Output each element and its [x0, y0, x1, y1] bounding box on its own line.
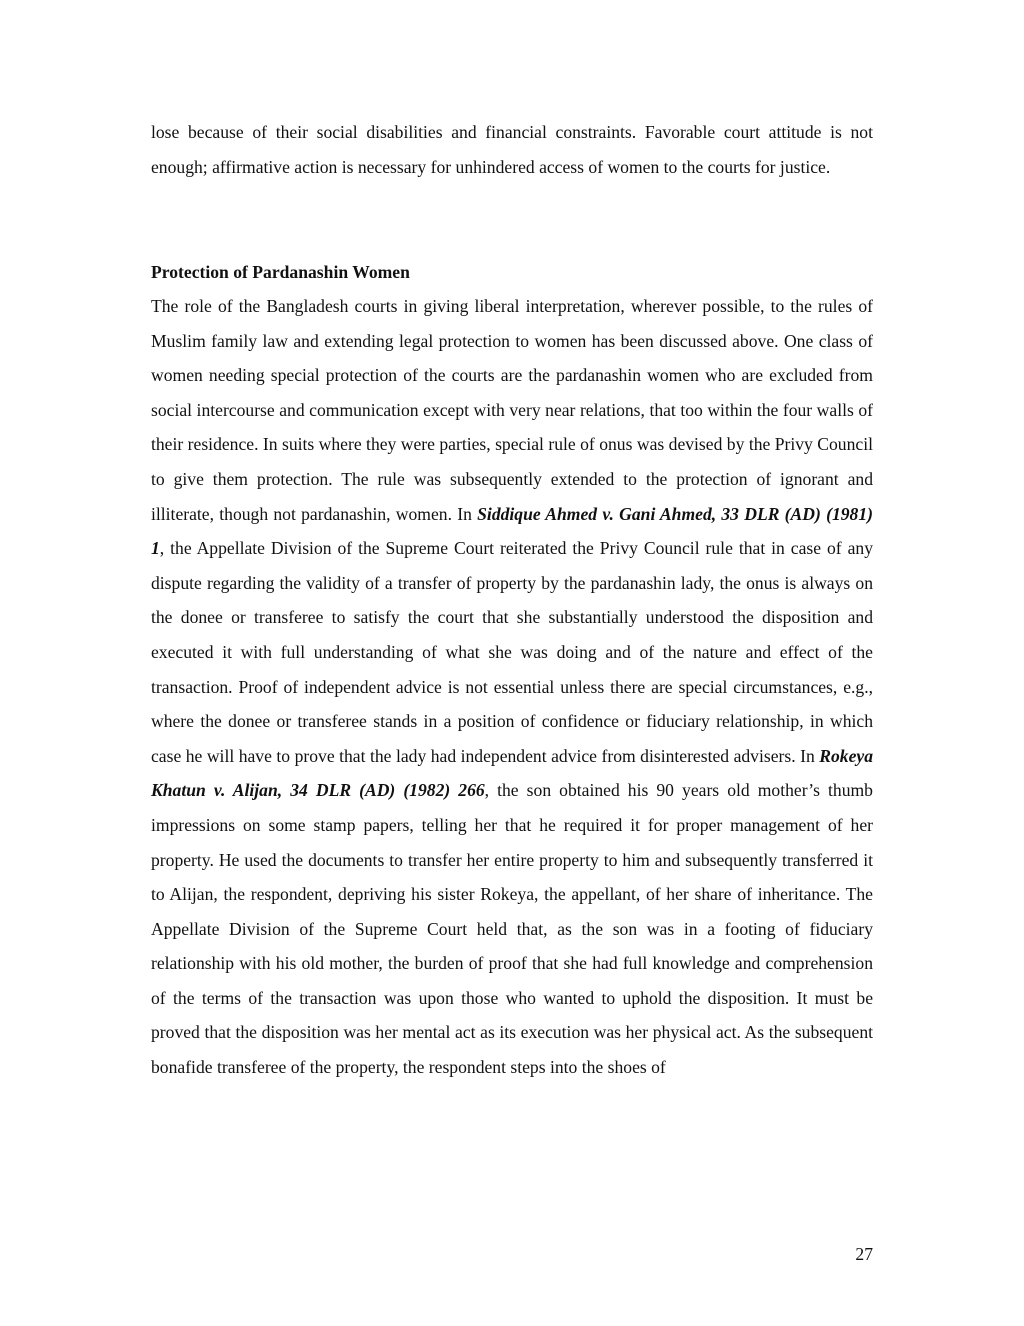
- paragraph-text-part-3: , the son obtained his 90 years old mother’s thumb impressions on some stamp papers, telling her that he required it for proper management of her property. He used the documents to transfer her entire property to him and subsequently transferred it to Alijan, the respondent, depriving his sister Rokeya, the appellant, of her share of inheritance. The Appellate Division of the Supreme Court held that, as the son was in a footing of fiduciary relationship with his old mother, the burden of proof that she had full knowledge and comprehension of the terms of the transaction was upon those who wanted to uphold the disposition. It must be proved that the disposition was her mental act as its execution was her physical act. As the subsequent bonafide transferee of the property, the respondent steps into the shoes of: [151, 780, 873, 1078]
- paragraph-text-part-1: The role of the Bangladesh courts in giving liberal interpretation, wherever possible, to the rules of Muslim family law and extending legal protection to women has been discussed above. One class of women needing special protection of the courts are the pardanashin women who are excluded from social intercourse and communication except with very near relations, that too within the four walls of their residence. In suits where they were parties, special rule of onus was devised by the Privy Council to give them protection. The rule was subsequently extended to the protection of ignorant and illiterate, though not pardanashin, women. In: [151, 296, 873, 524]
- body-paragraph-main: [151, 289, 873, 1085]
- page-number: 27: [855, 1244, 873, 1264]
- paragraph-text-part-2: , the Appellate Division of the Supreme Court reiterated the Privy Council rule that in case of any dispute regarding the validity of a transfer of property by the pardanashin lady, the onus is always on the donee or transferee to satisfy the court that she substantially understood the disposition and executed it with full understanding of what she was doing and of the nature and effect of the transaction. Proof of independent advice is not essential unless there are special circumstances, e.g., where the donee or transferee stands in a position of confidence or fiduciary relationship, in which case he will have to prove that the lady had independent advice from disinterested advisers. In: [151, 538, 873, 766]
- body-paragraph-intro: lose because of their social disabilities and financial constraints. Favorable court attitude is not enough; affirmative action is necessary for unhindered access of women to the courts for justice.: [151, 122, 873, 177]
- case-citation-siddique: Siddique Ahmed v. Gani Ahmed, 33 DLR (AD) (1981) 1: [151, 503, 873, 559]
- case-citation-rokeya: Rokeya Khatun v. Alijan, 34 DLR (AD) (1982) 266: [151, 745, 873, 801]
- section-heading: Protection of Pardanashin Women: [151, 262, 410, 282]
